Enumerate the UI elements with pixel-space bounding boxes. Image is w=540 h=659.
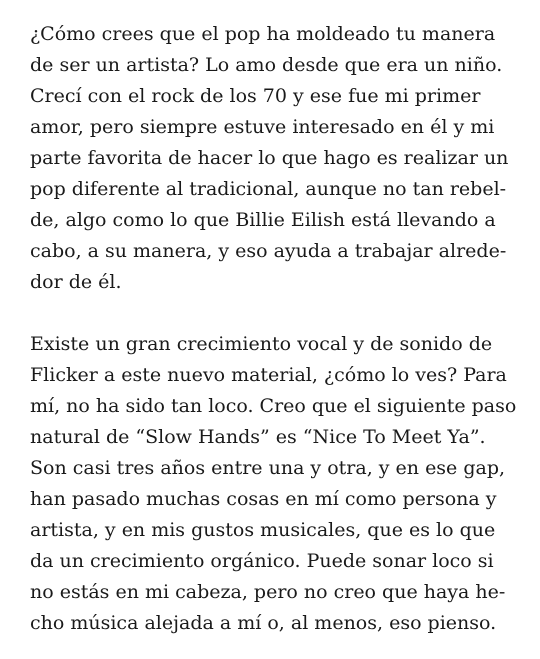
text-line: ¿Cómo crees que el pop ha moldeado tu manera xyxy=(30,23,496,45)
text-line: han pasado muchas cosas en mí como persona y xyxy=(30,488,497,510)
text-line: no estás en mi cabeza, pero no creo que haya he- xyxy=(30,581,506,603)
text-line: cho música alejada a mí o, al menos, eso pienso. xyxy=(30,612,497,634)
text-line: natural de “Slow Hands” es “Nice To Meet Ya”. xyxy=(30,426,486,448)
text-line: amor, pero siempre estuve interesado en él y mi xyxy=(30,116,495,138)
text-line: cabo, a su manera, y eso ayuda a trabajar alrede- xyxy=(30,240,507,262)
paragraph-pop-influence xyxy=(30,19,520,298)
text-line: artista, y en mis gustos musicales, que es lo que xyxy=(30,519,496,541)
text-line: Son casi tres años entre una y otra, y en ese gap, xyxy=(30,457,506,479)
text-line: Flicker a este nuevo material, ¿cómo lo ves? Para xyxy=(30,364,507,386)
text-line: parte favorita de hacer lo que hago es realizar un xyxy=(30,147,509,169)
text-line: de, algo como lo que Billie Eilish está llevando a xyxy=(30,209,496,231)
text-line: mí, no ha sido tan loco. Creo que el siguiente paso xyxy=(30,395,517,417)
text-line: pop diferente al tradicional, aunque no tan rebel- xyxy=(30,178,507,200)
text-line: de ser un artista? Lo amo desde que era un niño. xyxy=(30,54,503,76)
paragraph-spacer xyxy=(30,298,520,329)
article-body xyxy=(30,19,520,639)
paragraph-vocal-growth xyxy=(30,329,520,639)
text-line: dor de él. xyxy=(30,271,122,293)
text-line: Crecí con el rock de los 70 y ese fue mi primer xyxy=(30,85,481,107)
text-line: Existe un gran crecimiento vocal y de sonido de xyxy=(30,333,493,355)
text-line: da un crecimiento orgánico. Puede sonar loco si xyxy=(30,550,494,572)
